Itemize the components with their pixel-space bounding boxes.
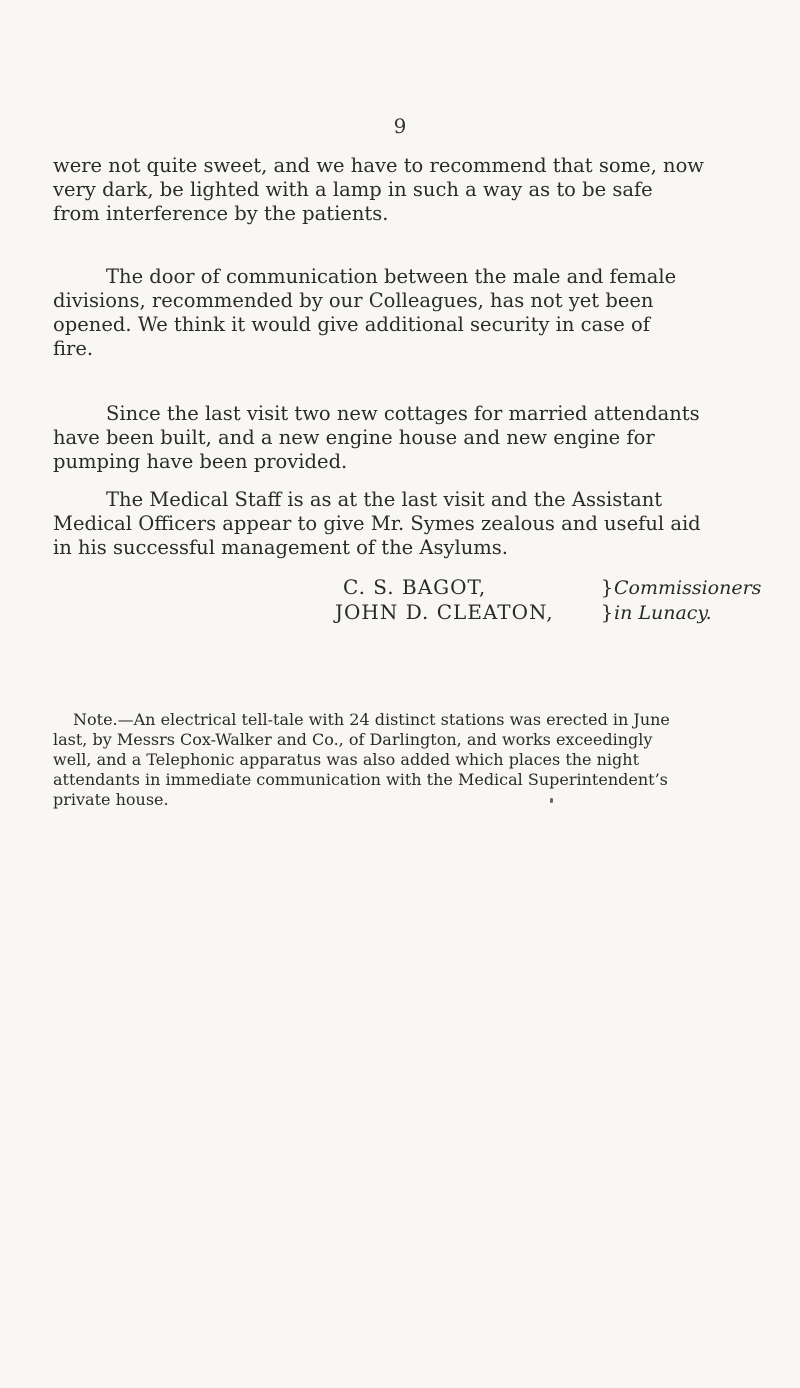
- brace: }: [600, 575, 614, 599]
- text-line: Medical Officers appear to give Mr. Symes zealous and useful aid: [53, 512, 701, 535]
- text-line: divisions, recommended by our Colleagues, has not yet been: [53, 289, 654, 312]
- page-number: 9: [393, 114, 407, 138]
- signatory-name: JOHN D. CLEATON,: [335, 600, 554, 624]
- text-line: from interference by the patients.: [53, 202, 389, 225]
- text-line: well, and a Telephonic apparatus was also added which places the night: [53, 750, 639, 769]
- paragraph-cottages: [53, 402, 743, 474]
- text-line: in his successful management of the Asylums.: [53, 536, 509, 559]
- text-line: attendants in immediate communication with the Medical Superintendent’s: [53, 770, 668, 789]
- text-line: opened. We think it would give additional security in case of: [53, 313, 650, 336]
- paragraph-medical-staff: [53, 488, 743, 560]
- ink-speck: [550, 798, 553, 803]
- text-line: very dark, be lighted with a lamp in such a way as to be safe: [53, 178, 653, 201]
- text-line: The Medical Staff is as at the last visit and the Assistant: [106, 488, 663, 511]
- text-line: The door of communication between the male and female: [106, 265, 677, 288]
- text-line: Since the last visit two new cottages for married attendants: [106, 402, 700, 425]
- footnote: [53, 710, 743, 810]
- paragraph-door: [53, 265, 743, 361]
- text-line: were not quite sweet, and we have to recommend that some, now: [53, 154, 705, 177]
- text-line: fire.: [53, 337, 94, 360]
- text-line: private house.: [53, 790, 169, 809]
- signature-block: [335, 575, 761, 625]
- paragraph-lamp: [53, 154, 743, 226]
- signatory-name: C. S. BAGOT,: [343, 575, 487, 599]
- text-line: pumping have been provided.: [53, 450, 348, 473]
- text-line: have been built, and a new engine house and new engine for: [53, 426, 655, 449]
- signatory-row: [335, 575, 761, 600]
- text-line: Note.—An electrical tell-tale with 24 distinct stations was erected in June: [73, 710, 670, 729]
- signatory-title: in Lunacy.: [614, 602, 712, 624]
- signatory-row: [335, 600, 761, 625]
- text-line: last, by Messrs Cox-Walker and Co., of Darlington, and works exceedingly: [53, 730, 653, 749]
- signatory-title: Commissioners: [614, 577, 762, 599]
- brace: }: [600, 600, 614, 624]
